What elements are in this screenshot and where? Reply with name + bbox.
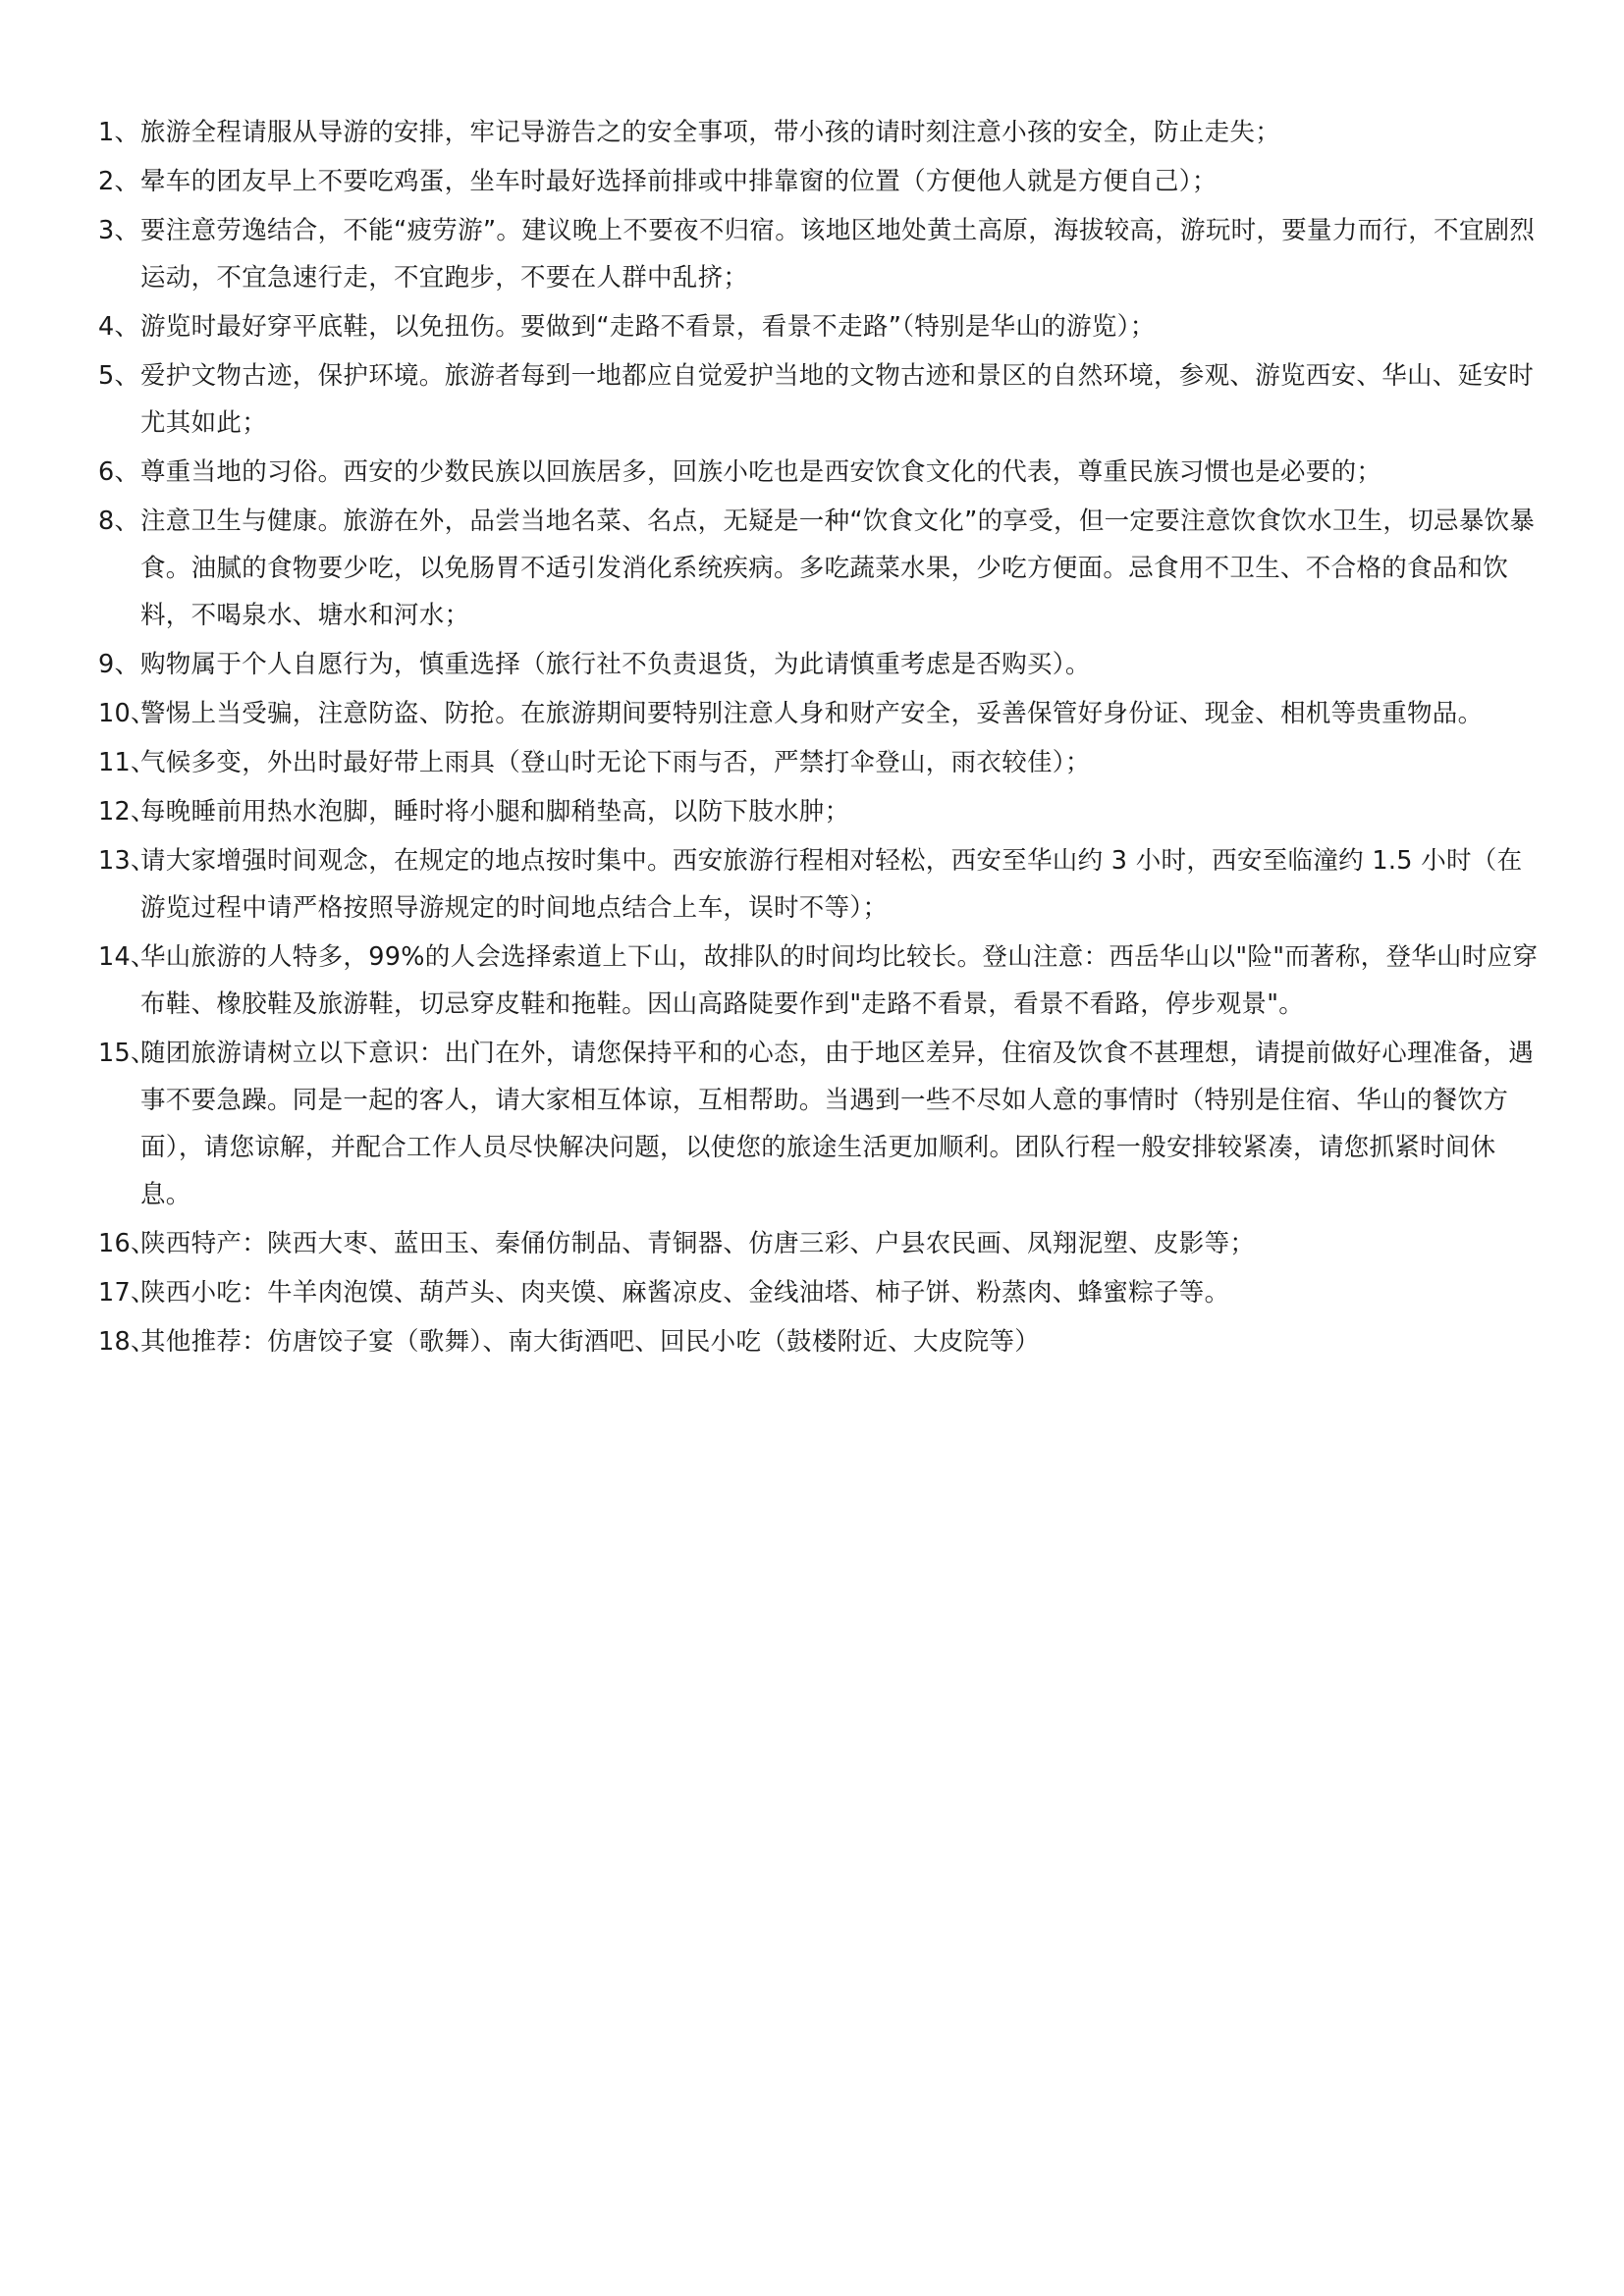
notice-item <box>98 1269 1542 1316</box>
item-number: 18、 <box>98 1327 156 1357</box>
item-text: 晕车的团友早上不要吃鸡蛋，坐车时最好选择前排或中排靠窗的位置（方便他人就是方便自己）； <box>140 167 1218 196</box>
notice-item <box>98 449 1542 496</box>
item-number: 17、 <box>98 1278 156 1308</box>
notice-item <box>98 690 1542 737</box>
item-text: 气候多变，外出时最好带上雨具（登山时无论下雨与否，严禁打伞登山，雨衣较佳）； <box>140 748 1091 777</box>
item-text: 游览时最好穿平底鞋，以免扭伤。要做到“走路不看景，看景不走路”（特别是华山的游览）； <box>140 312 1156 342</box>
item-number: 16、 <box>98 1229 156 1258</box>
notice-item <box>98 934 1542 1028</box>
notice-item <box>98 1318 1542 1365</box>
item-text: 警惕上当受骗，注意防盗、防抢。在旅游期间要特别注意人身和财产安全，妥善保管好身份证、现金、相机等贵重物品。 <box>140 699 1484 728</box>
notice-item <box>98 1220 1542 1267</box>
notice-item <box>98 352 1542 447</box>
item-number: 2、 <box>98 167 140 196</box>
item-text: 每晚睡前用热水泡脚，睡时将小腿和脚稍垫高，以防下肢水肿； <box>140 797 850 827</box>
item-number: 9、 <box>98 650 140 679</box>
item-text: 尊重当地的习俗。西安的少数民族以回族居多，回族小吃也是西安饮食文化的代表，尊重民族习惯也是必要的； <box>140 457 1382 487</box>
item-number: 15、 <box>98 1039 156 1068</box>
notice-item <box>98 837 1542 932</box>
item-number: 12、 <box>98 797 156 827</box>
item-number: 6、 <box>98 457 140 487</box>
item-number: 10、 <box>98 699 156 728</box>
notice-item <box>98 1030 1542 1218</box>
item-number: 5、 <box>98 361 140 391</box>
item-number: 4、 <box>98 312 140 342</box>
notice-item <box>98 158 1542 205</box>
item-number: 13、 <box>98 846 156 876</box>
travel-notice-list <box>98 109 1542 1360</box>
item-number: 3、 <box>98 216 140 245</box>
item-text: 其他推荐：仿唐饺子宴（歌舞）、南大街酒吧、回民小吃（鼓楼附近、大皮院等） <box>140 1327 1041 1357</box>
item-number: 1、 <box>98 118 140 147</box>
item-text: 注意卫生与健康。旅游在外，品尝当地名菜、名点，无疑是一种“饮食文化”的享受，但一定要注意饮食饮水卫生，切忌暴饮暴食。油腻的食物要少吃，以免肠胃不适引发消化系统疾病。多吃蔬菜水果，少吃方便面。忌食用不卫生、不合格的食品和饮料，不喝泉水、塘水和河水； <box>140 507 1536 630</box>
item-number: 11、 <box>98 748 156 777</box>
notice-item <box>98 109 1542 156</box>
notice-item <box>98 739 1542 786</box>
item-text: 随团旅游请树立以下意识：出门在外，请您保持平和的心态，由于地区差异，住宿及饮食不甚理想，请提前做好心理准备，遇事不要急躁。同是一起的客人，请大家相互体谅，互相帮助。当遇到一些不尽如人意的事情时（特别是住宿、华山的餐饮方面），请您谅解，并配合工作人员尽快解决问题，以使您的旅途生活更加顺利。团队行程一般安排较紧凑，请您抓紧时间休息。 <box>140 1039 1535 1209</box>
item-text: 陕西特产：陕西大枣、蓝田玉、秦俑仿制品、青铜器、仿唐三彩、户县农民画、凤翔泥塑、皮影等； <box>140 1229 1256 1258</box>
item-text: 要注意劳逸结合，不能“疲劳游”。建议晚上不要夜不归宿。该地区地处黄土高原，海拔较高，游玩时，要量力而行，不宜剧烈运动，不宜急速行走，不宜跑步，不要在人群中乱挤； <box>140 216 1536 293</box>
item-text: 旅游全程请服从导游的安排，牢记导游告之的安全事项，带小孩的请时刻注意小孩的安全，防止走失； <box>140 118 1281 147</box>
item-text: 陕西小吃：牛羊肉泡馍、葫芦头、肉夹馍、麻酱凉皮、金线油塔、柿子饼、粉蒸肉、蜂蜜粽子等。 <box>140 1278 1230 1308</box>
item-text: 购物属于个人自愿行为，慎重选择（旅行社不负责退货，为此请慎重考虑是否购买）。 <box>140 650 1091 679</box>
notice-item <box>98 498 1542 639</box>
item-text: 爱护文物古迹，保护环境。旅游者每到一地都应自觉爱护当地的文物古迹和景区的自然环境，参观、游览西安、华山、延安时尤其如此； <box>140 361 1535 438</box>
notice-item <box>98 641 1542 688</box>
notice-item <box>98 788 1542 835</box>
item-text: 请大家增强时间观念，在规定的地点按时集中。西安旅游行程相对轻松，西安至华山约 3 小时，西安至临潼约 1.5 小时（在游览过程中请严格按照导游规定的时间地点结合上车，误时不等）； <box>140 846 1523 923</box>
item-number: 8、 <box>98 507 140 536</box>
item-number: 14、 <box>98 942 156 972</box>
notice-item <box>98 303 1542 350</box>
notice-item <box>98 207 1542 301</box>
item-text: 华山旅游的人特多，99%的人会选择索道上下山，故排队的时间均比较长。登山注意：西岳华山以"险"而著称，登华山时应穿布鞋、橡胶鞋及旅游鞋，切忌穿皮鞋和拖鞋。因山高路陡要作到"走路不看景，看景不看路，停步观景"。 <box>140 942 1539 1019</box>
